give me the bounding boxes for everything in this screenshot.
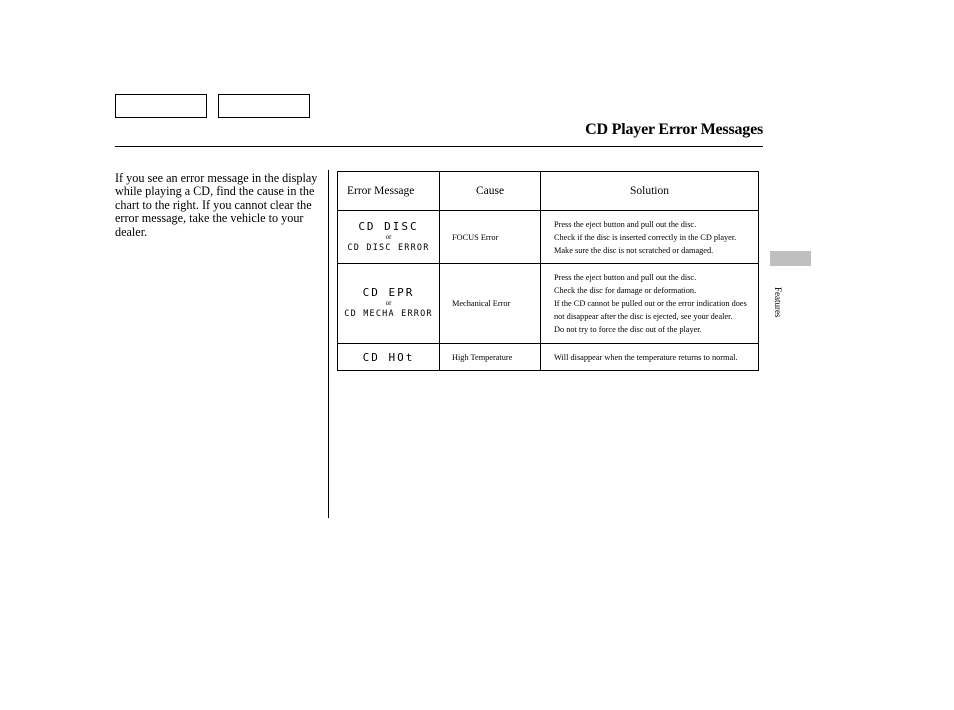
section-label: Features	[773, 287, 783, 318]
error-display-cell	[338, 264, 440, 344]
solution-cell	[541, 211, 759, 264]
solution-line: Will disappear when the temperature returns to normal.	[554, 352, 738, 362]
page-title: CD Player Error Messages	[585, 121, 763, 138]
lcd-message-alt: CD MECHA ERROR	[344, 309, 433, 319]
lcd-message-alt: CD DISC ERROR	[347, 242, 430, 253]
solution-line: Press the eject button and pull out the disc.	[554, 273, 697, 282]
table-row	[338, 264, 759, 344]
cause-cell: FOCUS Error	[440, 211, 541, 264]
solution-line: Make sure the disc is not scratched or damaged.	[554, 245, 714, 255]
table-row	[338, 344, 759, 371]
header-cause: Cause	[440, 172, 541, 211]
title-divider	[115, 146, 763, 147]
solution-line: Check if the disc is inserted correctly in the CD player.	[554, 232, 737, 242]
solution-cell	[541, 344, 759, 371]
error-display-cell	[338, 344, 440, 371]
solution-line: Press the eject button and pull out the disc.	[554, 219, 697, 229]
intro-paragraph: If you see an error message in the display while playing a CD, find the cause in the chart to the right. If you cannot clear the error message, take the vehicle to your dealer.	[115, 171, 318, 239]
error-messages-table	[337, 171, 759, 371]
nav-button-previous[interactable]	[115, 94, 207, 118]
table-header-row	[338, 172, 759, 211]
lcd-message: CD EPR	[362, 286, 415, 299]
cause-cell: Mechanical Error	[440, 264, 541, 344]
solution-cell	[541, 264, 759, 344]
lcd-message: CD DISC	[358, 219, 419, 233]
solution-line: Do not try to force the disc out of the player.	[554, 325, 702, 334]
column-divider	[328, 170, 329, 518]
error-display-cell	[338, 211, 440, 264]
or-label: or	[385, 299, 392, 307]
or-label: or	[385, 232, 392, 241]
table-row	[338, 211, 759, 264]
lcd-message: CD HOt	[362, 350, 415, 364]
nav-button-next[interactable]	[218, 94, 310, 118]
header-error-message: Error Message	[338, 172, 440, 211]
section-tab-marker	[770, 251, 811, 266]
cause-cell: High Temperature	[440, 344, 541, 371]
header-solution: Solution	[541, 172, 759, 211]
solution-line: Check the disc for damage or deformation.	[554, 286, 697, 295]
solution-line: If the CD cannot be pulled out or the error indication does not disappear after the disc is ejected, see your dealer.	[554, 299, 747, 321]
